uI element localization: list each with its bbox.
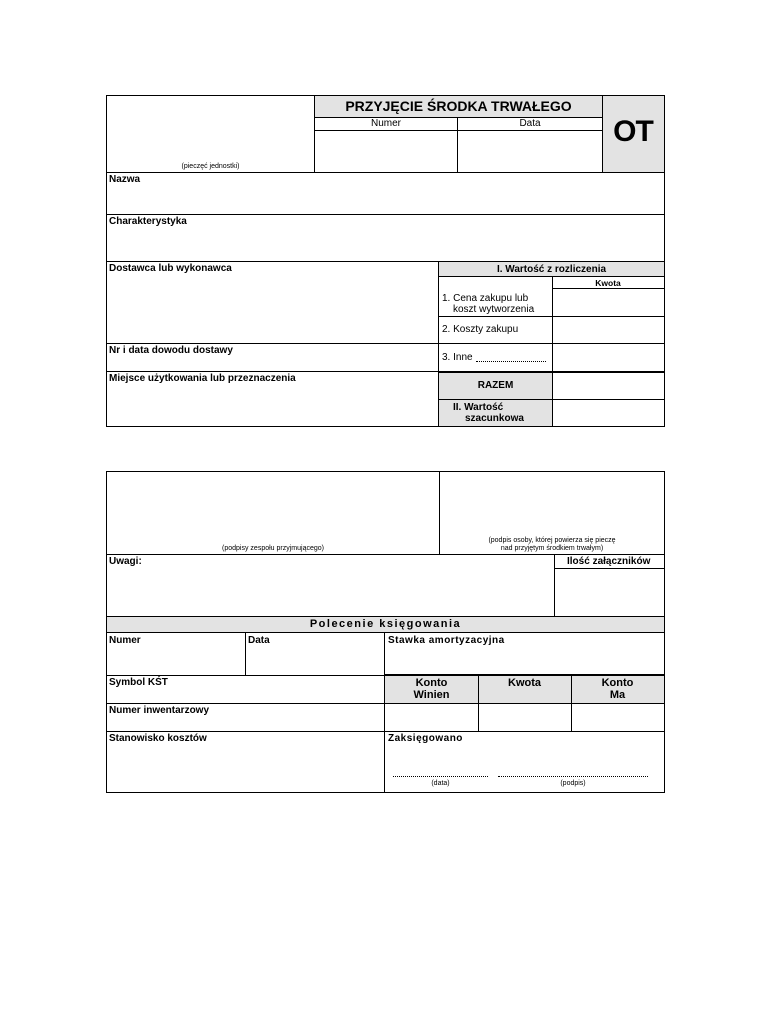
podpis-dotted-line	[498, 776, 648, 777]
numer-column-label: Numer	[370, 118, 401, 129]
stanowisko-kosztow-label: Stanowisko kosztów	[109, 733, 207, 744]
booking-data-input[interactable]	[247, 648, 383, 674]
koszty-zakupu-label: 2. Koszty zakupu	[442, 324, 519, 335]
data-dotted-line	[393, 776, 488, 777]
numer-input[interactable]	[316, 132, 456, 171]
booking-numer-label: Numer	[109, 635, 141, 646]
szacunkowa-label-1: II. Wartość	[453, 402, 504, 413]
booking-data-label: Data	[248, 635, 270, 646]
booking-numer-input[interactable]	[108, 648, 244, 674]
nazwa-label: Nazwa	[109, 174, 141, 185]
custodian-caption-2: nad przyjętym środkiem trwałym)	[500, 545, 604, 552]
custodian-signature-area[interactable]	[441, 473, 663, 535]
konto-winien-label-1: Konto	[415, 677, 448, 689]
razem-label: RAZEM	[477, 380, 514, 391]
form-title: PRZYJĘCIE ŚRODKA TRWAŁEGO	[345, 98, 572, 114]
data-column-label: Data	[519, 118, 541, 129]
miejsce-label: Miejsce użytkowania lub przeznaczenia	[109, 373, 296, 384]
team-signature-area[interactable]	[108, 473, 438, 543]
konto-winien-label-2: Winien	[413, 689, 450, 701]
booking-title: Polecenie księgowania	[309, 618, 462, 630]
booking-kwota-label: Kwota	[508, 677, 541, 689]
szacunkowa-label-2: szacunkowa	[465, 413, 524, 424]
kwota-koszty-input[interactable]	[553, 317, 664, 343]
zalaczniki-input[interactable]	[556, 570, 663, 615]
cena-zakupu-label-1: 1. Cena zakupu lub	[442, 293, 529, 304]
inne-label: 3. Inne	[442, 352, 473, 363]
stawka-input[interactable]	[386, 648, 663, 673]
data-caption: (data)	[431, 780, 450, 787]
kwota-inne-input[interactable]	[553, 344, 664, 371]
charakterystyka-label: Charakterystyka	[109, 216, 187, 227]
inne-dotted-line	[476, 361, 546, 362]
valuation-section-title: I. Wartość z rozliczenia	[496, 264, 607, 275]
nr-dowodu-label: Nr i data dowodu dostawy	[109, 345, 233, 356]
stawka-label: Stawka amortyzacyjna	[388, 635, 505, 646]
kwota-input[interactable]	[479, 704, 570, 730]
konto-ma-label-1: Konto	[601, 677, 634, 689]
data-input[interactable]	[459, 132, 601, 171]
kwota-header: Kwota	[595, 278, 621, 288]
kwota-razem-input[interactable]	[553, 373, 664, 399]
numer-inwentarzowy-label: Numer inwentarzowy	[109, 705, 210, 716]
konto-winien-input[interactable]	[386, 704, 477, 730]
konto-ma-label-2: Ma	[609, 689, 626, 701]
stamp-caption: (pieczęć jednostki)	[181, 163, 240, 170]
kwota-cena-input[interactable]	[553, 289, 664, 316]
ot-code: OT	[613, 115, 653, 148]
cena-zakupu-label-2: koszt wytworzenia	[453, 304, 535, 315]
uwagi-input[interactable]	[108, 569, 553, 615]
konto-ma-input[interactable]	[572, 704, 663, 730]
zalaczniki-label: Ilość załączników	[567, 556, 651, 567]
dostawca-label: Dostawca lub wykonawca	[109, 263, 232, 274]
podpis-caption: (podpis)	[560, 780, 586, 787]
uwagi-label: Uwagi:	[109, 556, 142, 567]
custodian-caption-1: (podpis osoby, której powierza się pieczę	[488, 537, 616, 544]
kwota-szacunkowa-input[interactable]	[553, 400, 664, 426]
team-signature-caption: (podpisy zespołu przyjmującego)	[222, 545, 324, 552]
symbol-kst-label: Symbol KŚT	[109, 677, 168, 688]
zaksiegowano-label: Zaksięgowano	[388, 733, 463, 744]
